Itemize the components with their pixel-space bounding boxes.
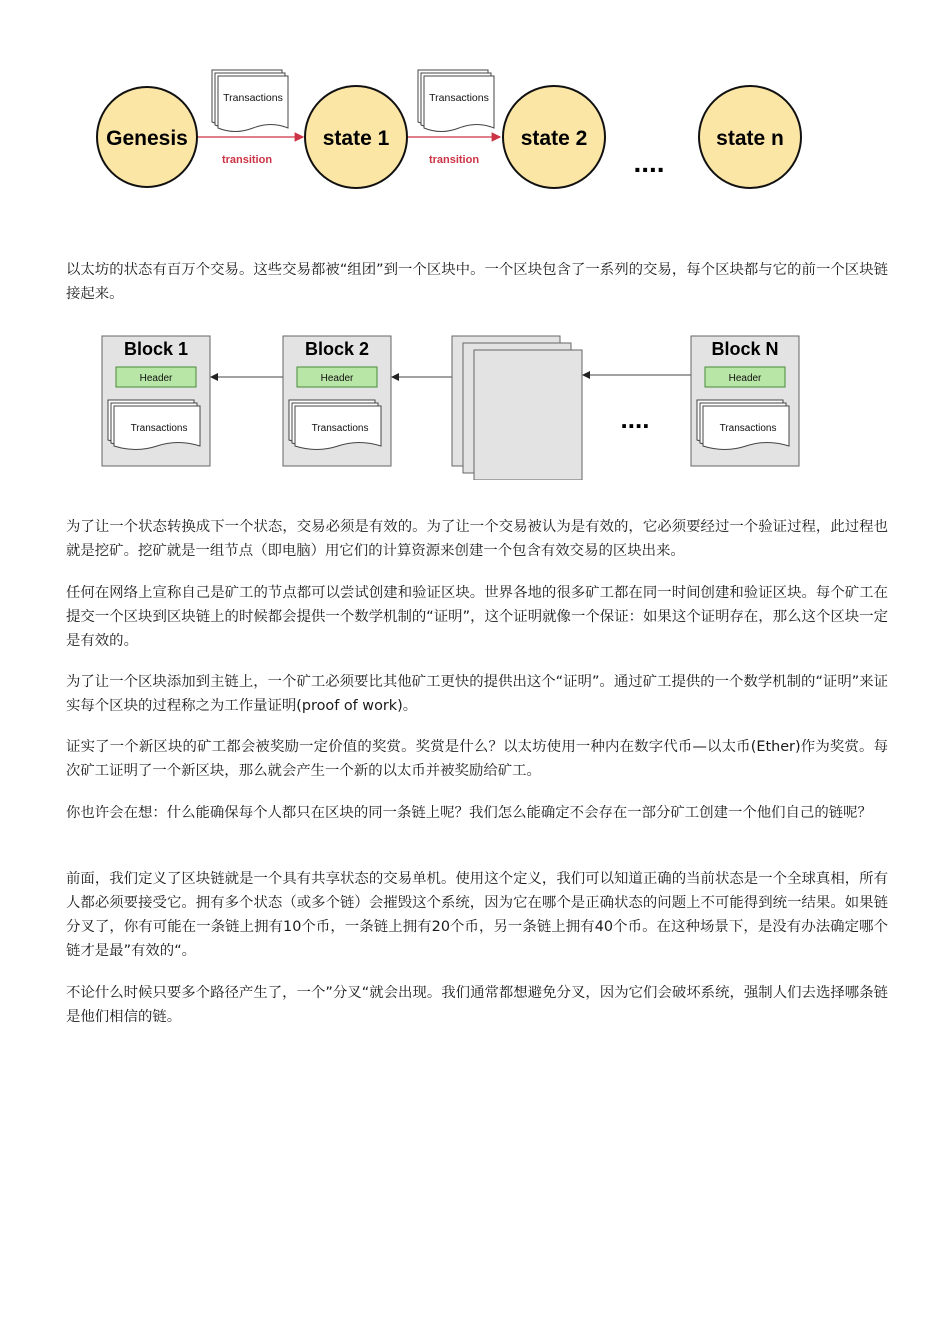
- block-1: [102, 336, 210, 466]
- svg-text:Transactions: Transactions: [223, 92, 283, 104]
- ellipsis: ....: [620, 404, 650, 434]
- paragraph-proof-of-work: 为了让一个区块添加到主链上，一个矿工必须要比其他矿工更快的提供出这个“证明”。通过矿工提供的一个数学机制的“证明”来证实每个区块的过程称之为工作量证明(proof of work)。: [66, 674, 888, 714]
- block-2: [283, 336, 391, 466]
- svg-text:state 1: state 1: [322, 127, 390, 150]
- transition-label: transition: [221, 154, 273, 166]
- paragraph-fork: 不论什么时候只要多个路径产生了，一个”分叉“就会出现。我们通常都想避免分叉，因为它们会破坏系统，强制人们去选择哪条链是他们相信的链。: [66, 985, 888, 1025]
- paragraph-shared-state: 前面，我们定义了区块链就是一个具有共享状态的交易单机。使用这个定义，我们可以知道正确的当前状态是一个全球真相，所有人都必须要接受它。拥有多个状态（或多个链）会摧毁这个系统，因为它在哪个是正确状态的问题上不可能得到统一结果。如果链分叉了，你有可能在一条链上拥有10个币，一条链上拥有20个币，另一条链上拥有40个币。在这种场景下，是没有办法确定哪个链才是最”有效的“。: [66, 871, 888, 959]
- paragraph-reward: 证实了一个新区块的矿工都会被奖励一定价值的奖赏。奖赏是什么？以太坊使用一种内在数字代币—以太币(Ether)作为奖赏。每次矿工证明了一个新区块，那么就会产生一个新的以太币并被奖励给矿工。: [66, 739, 888, 779]
- state-node-genesis: [97, 87, 197, 187]
- svg-text:Transactions: Transactions: [719, 423, 777, 434]
- block-n: [691, 336, 799, 466]
- svg-text:Header: Header: [728, 373, 762, 384]
- svg-text:Block 1: Block 1: [123, 339, 189, 359]
- block-chain-diagram: [95, 330, 815, 480]
- svg-text:Block 2: Block 2: [304, 339, 370, 359]
- transactions-doc-stack: [418, 70, 494, 132]
- svg-text:Transactions: Transactions: [311, 423, 369, 434]
- transactions-doc-stack: [212, 70, 288, 132]
- svg-text:Header: Header: [320, 373, 354, 384]
- state-node-n: [699, 86, 801, 188]
- svg-text:Block N: Block N: [711, 339, 779, 359]
- svg-text:Header: Header: [139, 373, 173, 384]
- state-node-2: [503, 86, 605, 188]
- paragraph-validation: 为了让一个状态转换成下一个状态，交易必须是有效的。为了让一个交易被认为是有效的，它必须要经过一个验证过程，此过程也就是挖矿。挖矿就是一组节点（即电脑）用它们的计算资源来创建一个包含有效交易的区块出来。: [66, 519, 888, 559]
- svg-text:Transactions: Transactions: [429, 92, 489, 104]
- paragraph-miners: 任何在网络上宣称自己是矿工的节点都可以尝试创建和验证区块。世界各地的很多矿工都在同一时间创建和验证区块。每个矿工在提交一个区块到区块链上的时候都会提供一个数学机制的“证明”，这个证明就像一个保证：如果这个证明存在，那么这个区块一定是有效的。: [66, 585, 888, 649]
- paragraph-question: 你也许会在想：什么能确保每个人都只在区块的同一条链上呢？我们怎么能确定不会存在一部分矿工创建一个他们自己的链呢？: [66, 805, 872, 821]
- state-transition-diagram: [90, 60, 820, 210]
- svg-text:Transactions: Transactions: [130, 423, 188, 434]
- svg-text:state n: state n: [716, 127, 784, 150]
- svg-text:state 2: state 2: [520, 127, 588, 150]
- state-node-1: [305, 86, 407, 188]
- transition-label: transition: [428, 154, 480, 166]
- ellipsis: ....: [633, 147, 665, 178]
- svg-text:Genesis: Genesis: [106, 127, 188, 150]
- intermediate-blocks-stack: [452, 336, 582, 480]
- paragraph-intro: 以太坊的状态有百万个交易。这些交易都被“组团”到一个区块中。一个区块包含了一系列的交易，每个区块都与它的前一个区块链接起来。: [66, 262, 888, 302]
